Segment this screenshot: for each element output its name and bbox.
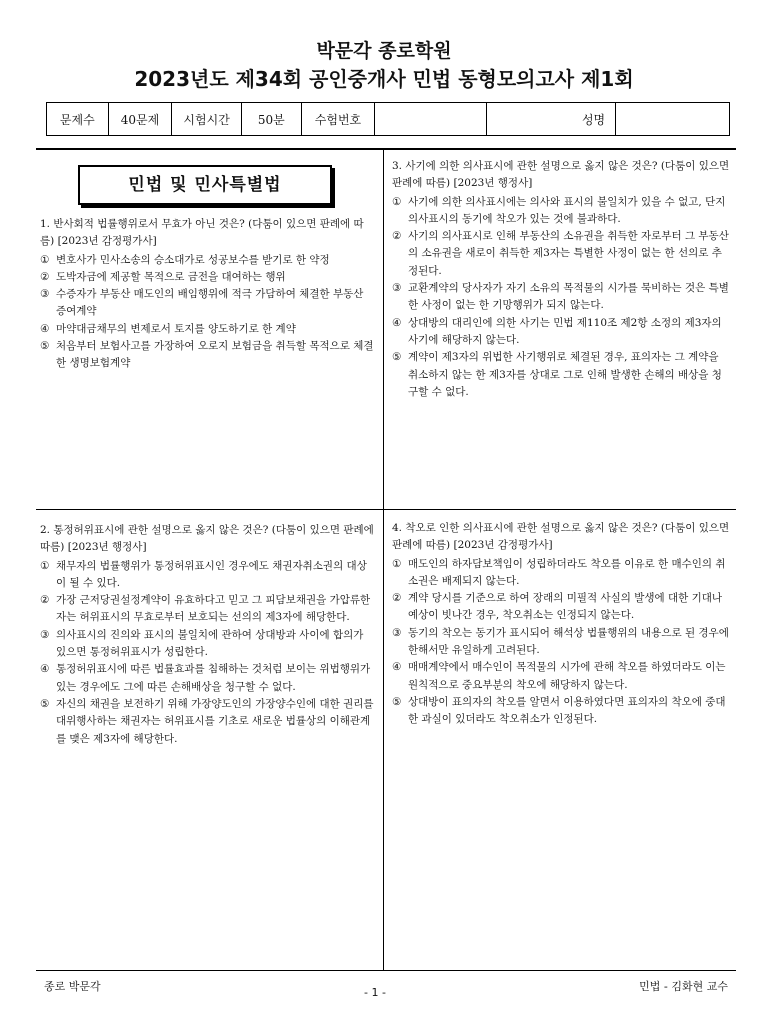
question-stem: 4. 착오로 인한 의사표시에 관한 설명으로 옳지 않은 것은? (다툼이 있으면 판례에 따름) [2023년 감정평가사]: [392, 522, 730, 552]
option-number: ⑤: [40, 697, 50, 710]
option-number: ④: [40, 663, 50, 676]
option-text: 가장 근저당권설정계약이 유효하다고 믿고 그 피담보채권을 가압류한 자는 허위표시의 무효로부터 보호되는 선의의 제3자에 해당한다.: [56, 594, 371, 624]
answer-option[interactable]: [40, 592, 376, 627]
question-count-value: 40문제: [108, 103, 172, 136]
option-number: ②: [392, 230, 402, 243]
section-title-box: 민법 및 민사특별법: [78, 165, 332, 205]
answer-option[interactable]: [40, 661, 376, 696]
question-stem: 3. 사기에 의한 의사표시에 관한 설명으로 옳지 않은 것은? (다툼이 있으면 판례에 따름) [2023년 행정사]: [392, 160, 730, 190]
answer-option[interactable]: [392, 315, 730, 350]
option-text: 계약 당시를 기준으로 하여 장래의 미필적 사실의 발생에 대한 기대나 예상이 빗나간 경우, 착오취소는 인정되지 않는다.: [408, 592, 723, 622]
option-number: ③: [40, 628, 50, 641]
question-1: [40, 216, 376, 373]
answer-option[interactable]: [40, 269, 376, 286]
question-4: [392, 520, 730, 729]
answer-option[interactable]: [392, 694, 730, 729]
answer-option[interactable]: [40, 627, 376, 662]
option-number: ④: [392, 316, 402, 329]
option-text: 사기의 의사표시로 인해 부동산의 소유권을 취득한 자로부터 그 부동산의 소유권을 새로이 취득한 제3자는 특별한 사정이 없는 한 선의로 추정된다.: [408, 230, 729, 277]
option-number: ①: [392, 195, 402, 208]
exam-number-label: 수험번호: [301, 103, 375, 136]
question-stem: 1. 반사회적 법률행위로서 무효가 아닌 것은? (다툼이 있으면 판례에 따름) [2023년 감정평가사]: [40, 218, 364, 248]
footer-publisher: 종로 박문각: [44, 980, 101, 993]
answer-option[interactable]: [40, 321, 376, 338]
option-text: 매도인의 하자담보책임이 성립하더라도 착오를 이유로 한 매수인의 취소권은 배제되지 않는다.: [408, 557, 726, 587]
bottom-divider: [36, 970, 736, 971]
answer-option[interactable]: [40, 338, 376, 373]
option-number: ③: [392, 282, 402, 295]
academy-title: 박문각 종로학원: [316, 40, 452, 62]
option-number: ④: [392, 661, 402, 674]
option-text: 상대방의 대리인에 의한 사기는 민법 제110조 제2항 소정의 제3자의 사기에 해당하지 않는다.: [408, 316, 722, 346]
exam-title: 2023년도 제34회 공인중개사 민법 동형모의고사 제1회: [134, 67, 634, 91]
answer-option[interactable]: [392, 349, 730, 401]
option-number: ⑤: [392, 351, 402, 364]
option-text: 처음부터 보험사고를 가장하여 오로지 보험금을 취득할 목적으로 체결한 생명보험계약: [56, 340, 374, 370]
option-number: ②: [40, 270, 50, 283]
answer-option[interactable]: [392, 590, 730, 625]
option-text: 변호사가 민사소송의 승소대가로 성공보수를 받기로 한 약정: [56, 253, 330, 266]
option-number: ③: [40, 288, 50, 301]
empty-cell: [487, 103, 572, 136]
page-number: - 1 -: [364, 986, 386, 999]
answer-option[interactable]: [392, 194, 730, 229]
option-number: ①: [40, 253, 50, 266]
option-text: 자신의 채권을 보전하기 위해 가장양도인의 가장양수인에 대한 권리를 대위행사하는 채권자는 허위표시를 기초로 새로운 법률상의 이해관계를 맺은 제3자에 해당한다.: [56, 697, 374, 745]
option-text: 마약대금채무의 변제로서 토지를 양도하기로 한 계약: [56, 322, 296, 335]
column-divider: [383, 148, 384, 970]
answer-option[interactable]: [392, 280, 730, 315]
exam-number-field[interactable]: [375, 103, 487, 136]
answer-option[interactable]: [392, 228, 730, 280]
option-text: 채무자의 법률행위가 통정허위표시인 경우에도 채권자취소권의 대상이 될 수 있다.: [56, 559, 367, 589]
answer-option[interactable]: [392, 556, 730, 591]
option-number: ③: [392, 626, 402, 639]
option-number: ②: [40, 594, 50, 607]
footer-instructor: 민법 - 김화현 교수: [639, 980, 728, 993]
answer-option[interactable]: [392, 659, 730, 694]
option-number: ⑤: [392, 695, 402, 708]
question-3: [392, 158, 730, 401]
option-number: ⑤: [40, 340, 50, 353]
option-text: 상대방이 표의자의 착오를 알면서 이용하였다면 표의자의 착오에 중대한 과실이 있더라도 착오취소가 인정된다.: [408, 695, 726, 726]
question-2: [40, 522, 376, 748]
name-label: 성명: [572, 103, 615, 136]
middle-divider: [36, 509, 736, 510]
option-text: 수증자가 부동산 매도인의 배임행위에 적극 가담하여 체결한 부동산 증여계약: [56, 288, 364, 318]
option-text: 사기에 의한 의사표시에는 의사와 표시의 불일치가 있을 수 없고, 단지 의사표시의 동기에 착오가 있는 것에 불과하다.: [408, 195, 726, 225]
option-text: 동기의 착오는 동기가 표시되어 해석상 법률행위의 내용으로 된 경우에 한해서만 유일하게 고려된다.: [408, 626, 729, 657]
name-field[interactable]: [615, 103, 729, 136]
answer-option[interactable]: [40, 696, 376, 748]
option-text: 통정허위표시에 따른 법률효과를 침해하는 것처럼 보이는 위법행위가 있는 경우에도 그에 따른 손해배상을 청구할 수 없다.: [56, 663, 371, 693]
option-number: ②: [392, 592, 402, 605]
question-count-label: 문제수: [47, 103, 109, 136]
exam-info-table: [46, 102, 730, 136]
exam-time-label: 시험시간: [172, 103, 242, 136]
top-divider: [36, 148, 736, 150]
option-text: 교환계약의 당사자가 자기 소유의 목적물의 시가를 묵비하는 것은 특별한 사정이 없는 한 기망행위가 되지 않는다.: [408, 282, 729, 312]
option-text: 매매계약에서 매수인이 목적물의 시가에 관해 착오를 하였더라도 이는 원칙적으로 중요부분의 착오에 해당하지 않는다.: [408, 661, 726, 691]
answer-option[interactable]: [392, 625, 730, 660]
option-text: 의사표시의 진의와 표시의 불일치에 관하여 상대방과 사이에 합의가 있으면 통정허위표시가 성립한다.: [56, 628, 364, 659]
answer-option[interactable]: [40, 252, 376, 269]
exam-time-value: 50분: [241, 103, 301, 136]
answer-option[interactable]: [40, 286, 376, 321]
option-text: 도박자금에 제공할 목적으로 금전을 대여하는 행위: [56, 270, 286, 283]
question-stem: 2. 통정허위표시에 관한 설명으로 옳지 않은 것은? (다툼이 있으면 판례에 따름) [2023년 행정사]: [40, 524, 374, 554]
option-text: 계약이 제3자의 위법한 사기행위로 체결된 경우, 표의자는 그 계약을 취소하지 않는 한 제3자를 상대로 그로 인해 발생한 손해의 배상을 청구할 수 없다.: [408, 351, 722, 398]
option-number: ④: [40, 322, 50, 335]
option-number: ①: [392, 557, 402, 570]
answer-option[interactable]: [40, 558, 376, 593]
option-number: ①: [40, 559, 50, 572]
